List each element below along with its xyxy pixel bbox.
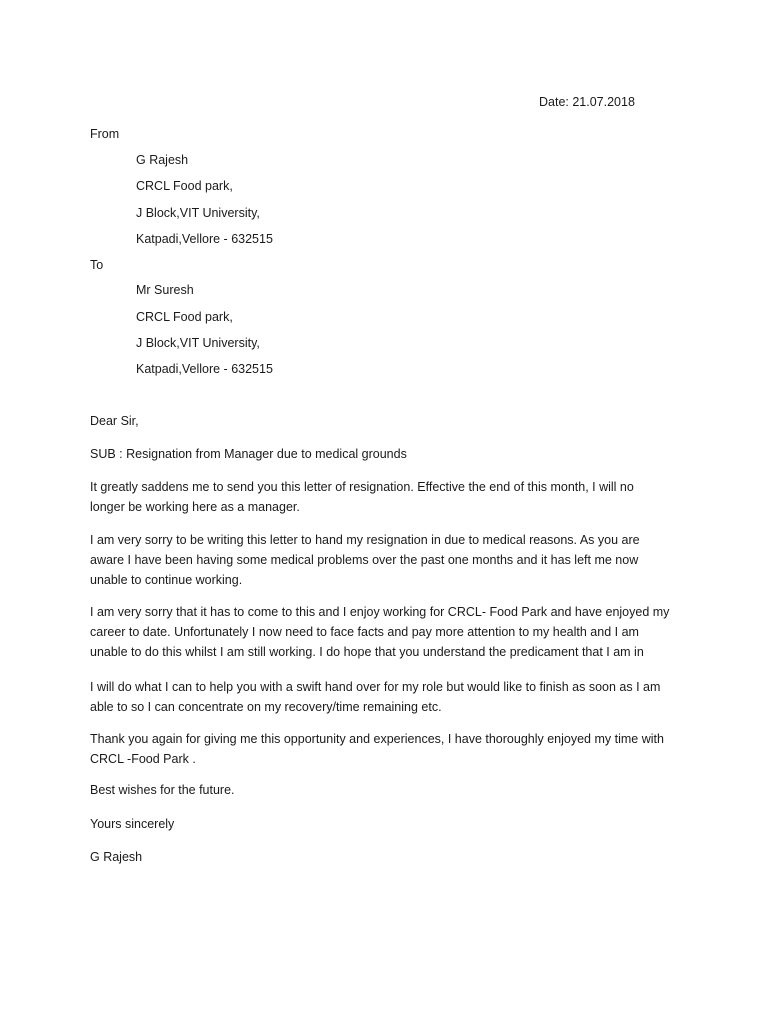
paragraph-line: unable to do this whilst I am still working. I do hope that you understand the predicament that I am in (90, 645, 644, 659)
signature-name: G Rajesh (90, 850, 143, 864)
sign-off: Yours sincerely (90, 817, 175, 831)
letter-date: Date: 21.07.2018 (539, 95, 635, 109)
salutation: Dear Sir, (90, 414, 139, 428)
from-address-line: Katpadi,Vellore - 632515 (136, 232, 273, 246)
paragraph-line: I am very sorry to be writing this letter to hand my resignation in due to medical reasons. As you are (90, 533, 640, 547)
from-address-line: J Block,VIT University, (136, 206, 260, 220)
paragraph (90, 477, 690, 517)
paragraph-line: able to so I can concentrate on my recovery/time remaining etc. (90, 700, 442, 714)
paragraph-line: I will do what I can to help you with a swift hand over for my role but would like to finish as soon as I am (90, 680, 661, 694)
paragraph-line: aware I have been having some medical problems over the past one months and it has left me now (90, 553, 639, 567)
paragraph-line: career to date. Unfortunately I now need to face facts and pay more attention to my health and I am (90, 625, 639, 639)
to-address-line: Mr Suresh (136, 283, 194, 297)
paragraph (90, 677, 690, 717)
paragraph-line: Thank you again for giving me this opportunity and experiences, I have thoroughly enjoyed my time with (90, 732, 664, 746)
paragraph (90, 530, 690, 590)
paragraph-line: unable to continue working. (90, 573, 243, 587)
paragraph (90, 729, 690, 769)
paragraph-line: CRCL -Food Park . (90, 752, 196, 766)
from-address-line: G Rajesh (136, 153, 189, 167)
to-address-line: Katpadi,Vellore - 632515 (136, 362, 273, 376)
paragraph-line: It greatly saddens me to send you this letter of resignation. Effective the end of this month, I will no (90, 480, 634, 494)
to-address-line: CRCL Food park, (136, 310, 233, 324)
from-label: From (90, 127, 120, 141)
paragraph-line: longer be working here as a manager. (90, 500, 300, 514)
best-wishes: Best wishes for the future. (90, 783, 235, 797)
to-address-line: J Block,VIT University, (136, 336, 260, 350)
subject-line: SUB : Resignation from Manager due to medical grounds (90, 447, 407, 461)
paragraph-line: I am very sorry that it has to come to this and I enjoy working for CRCL- Food Park and have enjoyed my (90, 605, 670, 619)
paragraph (90, 602, 690, 662)
to-label: To (90, 258, 104, 272)
from-address-line: CRCL Food park, (136, 179, 233, 193)
